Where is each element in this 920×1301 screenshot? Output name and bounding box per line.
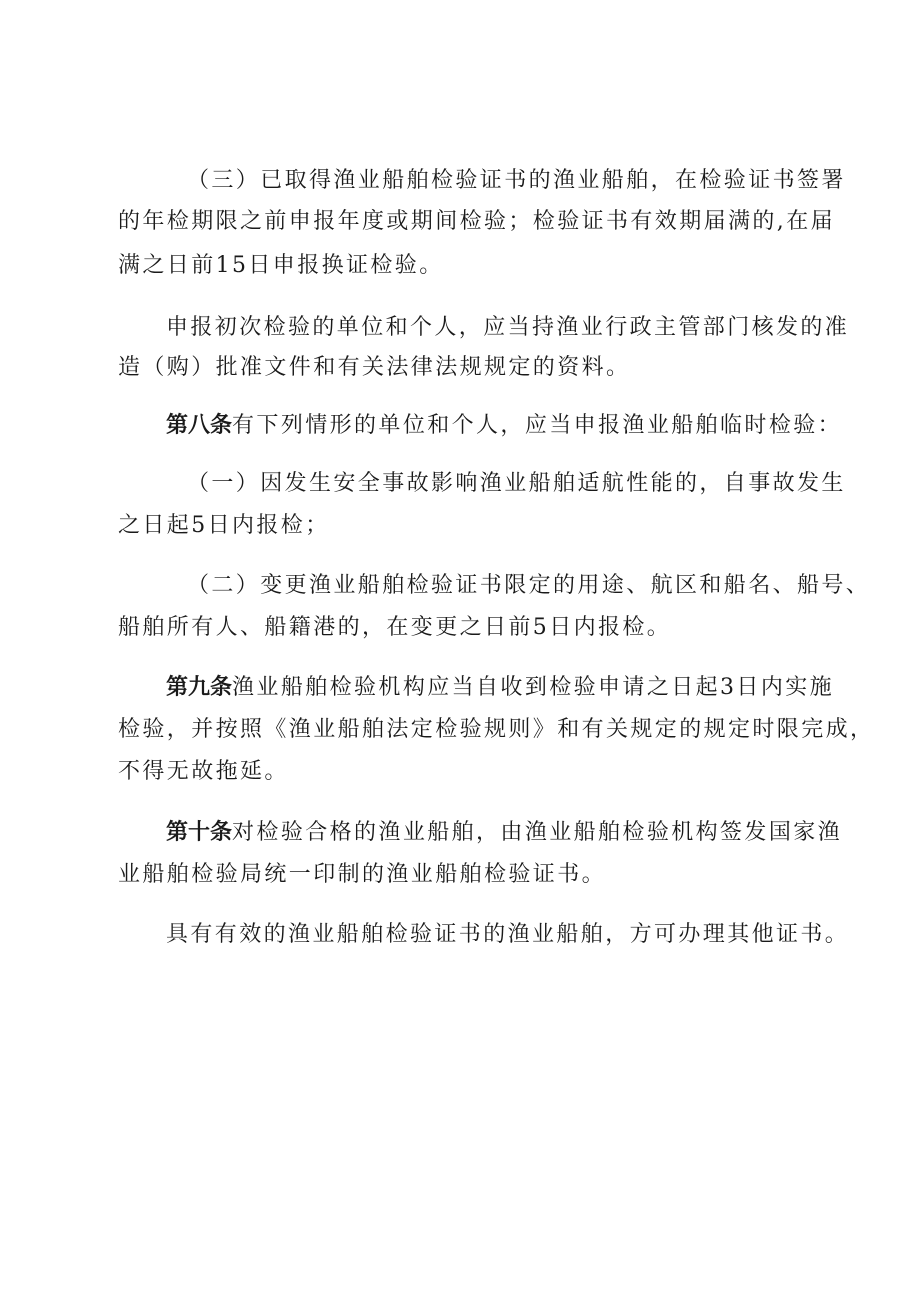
article-8-line-1	[166, 411, 842, 441]
paragraph-1-line-2: 的年检期限之前申报年度或期间检验；检验证书有效期届满的,在届	[118, 209, 835, 234]
article-9-line-2: 检验，并按照《渔业船舶法定检验规则》和有关规定的规定时限完成，	[118, 717, 875, 742]
item-1-line-2: 之日起5日内报检；	[118, 513, 330, 538]
paragraph-1-line-1: （三）已取得渔业船舶检验证书的渔业船舶，在检验证书签署	[187, 168, 846, 193]
item-2-line-2: 船舶所有人、船籍港的，在变更之日前5日内报检。	[118, 615, 672, 640]
article-10-heading: 第十条	[166, 820, 233, 845]
paragraph-1-line-3: 满之日前15日申报换证检验。	[118, 253, 444, 278]
final-paragraph-line-1: 具有有效的渔业船舶检验证书的渔业船舶，方可办理其他证书。	[166, 922, 850, 947]
item-1-line-1: （一）因发生安全事故影响渔业船舶适航性能的，自事故发生	[187, 471, 846, 496]
article-9-text: 渔业船舶检验机构应当自收到检验申请之日起3日内实施	[232, 675, 835, 700]
article-9-line-3: 不得无故拖延。	[118, 759, 289, 784]
paragraph-2-line-2: 造（购）批准文件和有关法律法规规定的资料。	[118, 355, 631, 380]
article-8-heading: 第八条	[166, 413, 233, 438]
paragraph-2-line-1: 申报初次检验的单位和个人，应当持渔业行政主管部门核发的准	[166, 315, 850, 340]
article-8-text: 有下列情形的单位和个人，应当申报渔业船舶临时检验：	[232, 413, 843, 438]
article-9-heading: 第九条	[166, 675, 233, 700]
article-10-text: 对检验合格的渔业船舶，由渔业船舶检验机构签发国家渔	[232, 820, 843, 845]
article-9-line-1	[166, 673, 834, 703]
article-10-line-2: 业船舶检验局统一印制的渔业船舶检验证书。	[118, 862, 607, 887]
article-10-line-1	[166, 818, 842, 848]
item-2-line-1: （二）变更渔业船舶检验证书限定的用途、航区和船名、船号、	[187, 573, 871, 598]
